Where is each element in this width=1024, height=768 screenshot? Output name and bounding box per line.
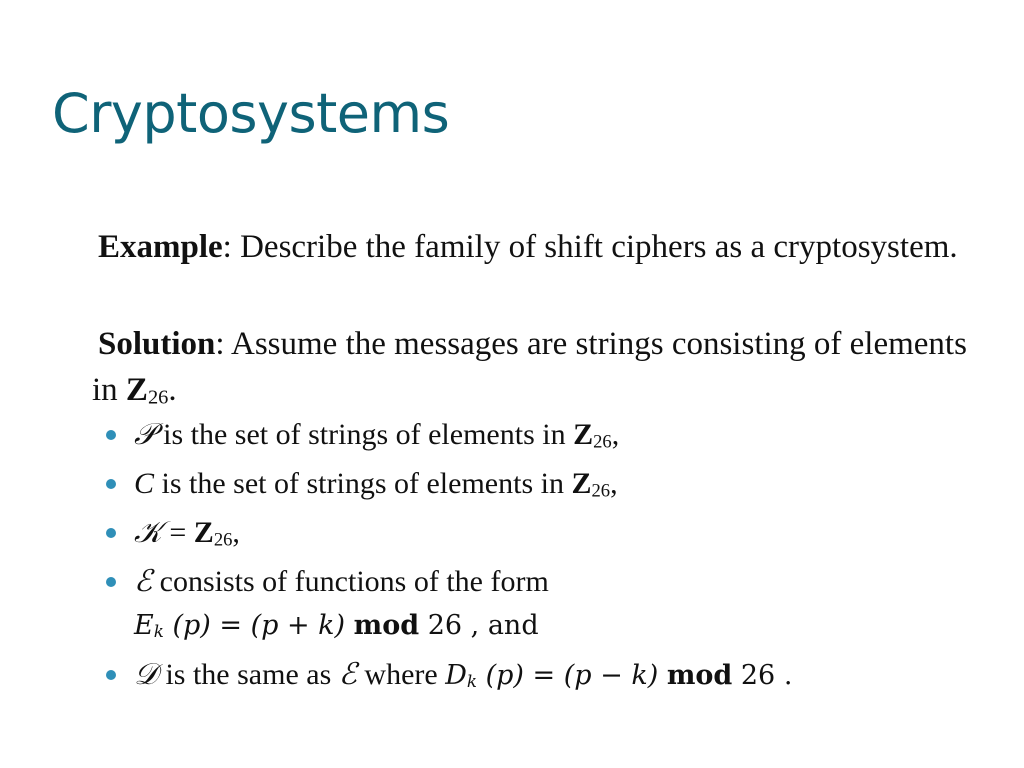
integers-set-symbol: Z — [125, 372, 148, 408]
key-subscript: k — [466, 671, 478, 691]
ciphertext-text: is the set of strings of elements in — [154, 467, 572, 500]
plaintext-space-item — [104, 413, 984, 457]
solution-end: . — [168, 372, 177, 408]
punctuation: , — [611, 418, 620, 451]
decryption-tail: 26 . — [732, 660, 793, 691]
decryption-function-name: D — [445, 660, 467, 691]
encryption-formula — [134, 604, 984, 648]
solution-text: : Assume the messages are strings consisting of elements in — [92, 326, 967, 408]
decryption-symbol: 𝒟 — [134, 657, 158, 692]
slide-title: Cryptosystems — [52, 82, 450, 145]
modulus-subscript: 26 — [213, 529, 233, 551]
integers-set-symbol: Z — [193, 516, 214, 549]
example-text: : Describe the family of shift ciphers as a cryptosystem. — [222, 229, 958, 265]
encryption-tail: 26 , and — [419, 610, 539, 641]
bullet-dot-icon — [106, 670, 116, 680]
punctuation: , — [232, 516, 240, 549]
solution-paragraph — [92, 321, 972, 413]
bullet-dot-icon — [106, 479, 116, 489]
ciphertext-space-item — [104, 462, 984, 506]
encryption-symbol: ℰ — [134, 564, 153, 599]
decryption-text: is the same as — [157, 658, 339, 691]
encryption-text: consists of functions of the form — [152, 565, 549, 598]
modulus-subscript: 26 — [593, 431, 612, 453]
mod-operator: mod — [666, 660, 733, 691]
decryption-functions-item — [104, 653, 984, 698]
modulus-subscript: 26 — [147, 386, 169, 409]
bullet-dot-icon — [106, 528, 116, 538]
decryption-argument: (p) = (p − k) — [477, 660, 667, 691]
example-label: Example — [98, 229, 223, 265]
integers-set-symbol: Z — [573, 418, 594, 451]
encryption-functions-item — [104, 560, 984, 648]
bullet-dot-icon — [106, 577, 116, 587]
solution-label: Solution — [98, 326, 216, 362]
example-paragraph — [92, 224, 972, 270]
decryption-formula — [445, 660, 792, 691]
encryption-function-name: E — [134, 610, 154, 641]
key-symbol: 𝒦 — [134, 515, 162, 550]
punctuation: , — [610, 467, 618, 500]
mod-operator: mod — [353, 610, 420, 641]
integers-set-symbol: Z — [571, 467, 592, 500]
plaintext-text: is the set of strings of elements in — [155, 418, 574, 451]
encryption-symbol-ref: ℰ — [338, 657, 357, 692]
plaintext-symbol: 𝒫 — [134, 417, 156, 452]
bullet-dot-icon — [106, 430, 116, 440]
key-space-item — [104, 511, 984, 555]
encryption-argument: (p) = (p + k) — [163, 610, 354, 641]
where-text: where — [356, 658, 446, 691]
key-text: = — [161, 516, 194, 549]
ciphertext-symbol: C — [134, 467, 155, 500]
cryptosystem-components-list — [104, 413, 984, 703]
key-subscript: k — [153, 621, 164, 641]
modulus-subscript: 26 — [591, 480, 611, 502]
